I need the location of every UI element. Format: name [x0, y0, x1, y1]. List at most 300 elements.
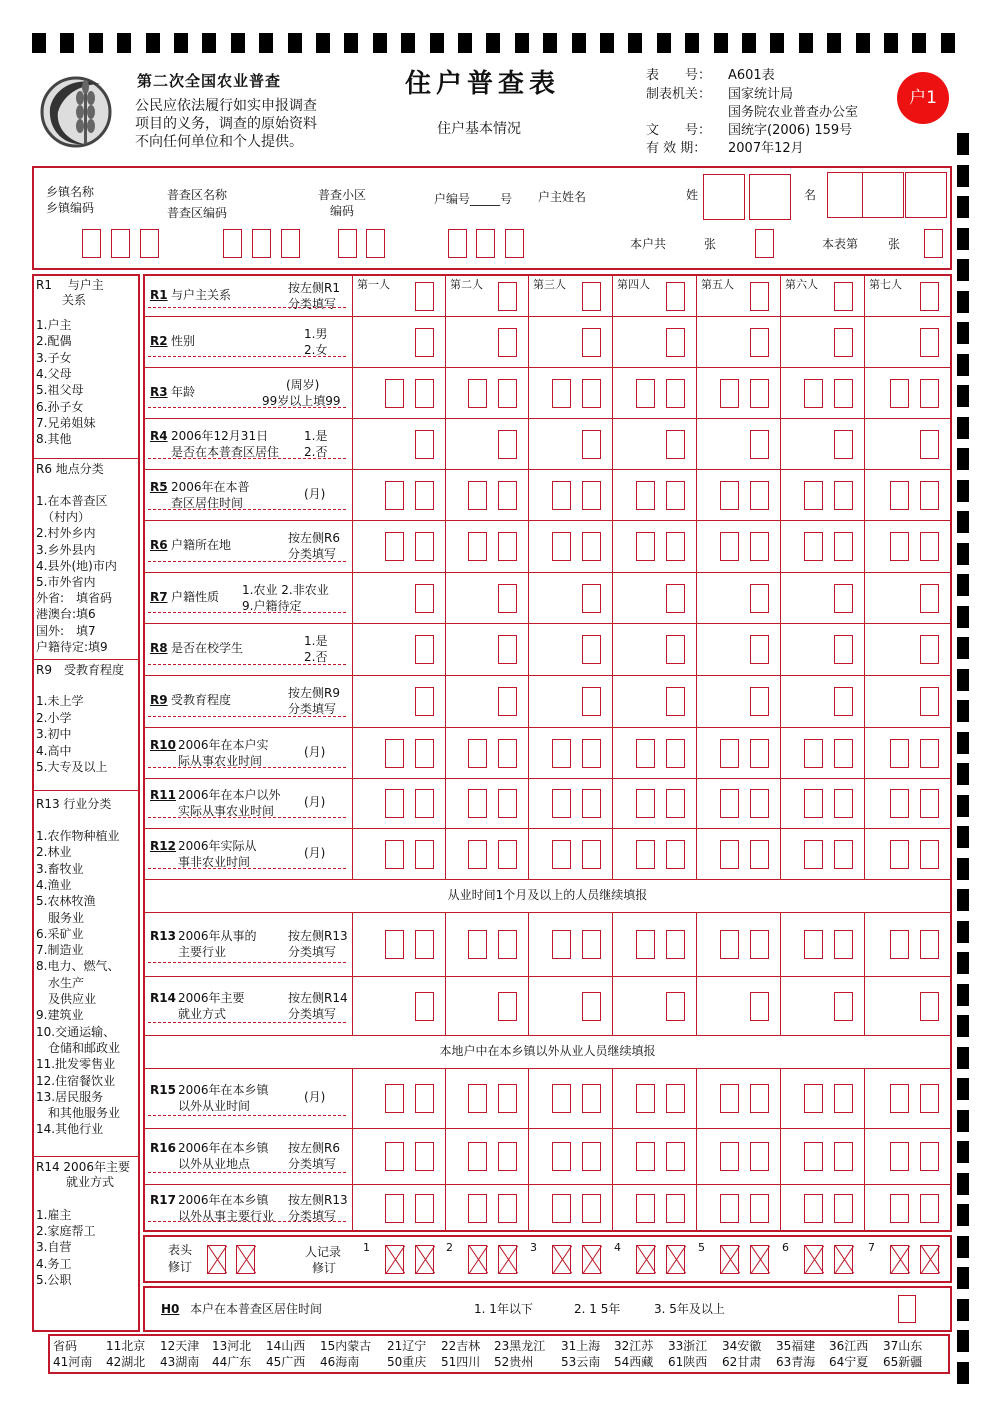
entry-box[interactable] [834, 687, 853, 716]
code-entry-box[interactable] [366, 229, 385, 258]
record-revision-box[interactable] [636, 1245, 655, 1274]
row-label: 以外从业时间 [178, 1099, 251, 1113]
entry-box[interactable] [920, 840, 939, 869]
entry-box[interactable] [666, 379, 685, 408]
entry-box[interactable] [834, 930, 853, 959]
entry-box[interactable] [552, 789, 571, 818]
entry-box[interactable] [834, 430, 853, 459]
entry-box[interactable] [468, 481, 487, 510]
entry-box[interactable] [920, 992, 939, 1021]
entry-box[interactable] [720, 481, 739, 510]
entry-box[interactable] [415, 1194, 434, 1223]
entry-box[interactable] [385, 739, 404, 768]
surname-entry-box[interactable] [749, 174, 791, 220]
entry-box[interactable] [468, 379, 487, 408]
entry-box[interactable] [415, 930, 434, 959]
code-entry-box[interactable] [223, 229, 242, 258]
entry-box[interactable] [920, 1194, 939, 1223]
entry-box[interactable] [415, 1084, 434, 1113]
current-sheet-box[interactable] [924, 229, 943, 258]
entry-box[interactable] [498, 481, 517, 510]
province-code: 31上海 [561, 1339, 601, 1353]
entry-box[interactable] [636, 481, 655, 510]
row-guide-line [148, 1115, 346, 1116]
person-header: 第三人 [533, 278, 566, 291]
code-entry-box[interactable] [140, 229, 159, 258]
entry-box[interactable] [582, 282, 601, 311]
entry-box[interactable] [666, 282, 685, 311]
province-code: 33浙江 [668, 1339, 708, 1353]
entry-box[interactable] [385, 840, 404, 869]
entry-box[interactable] [582, 739, 601, 768]
code-entry-box[interactable] [338, 229, 357, 258]
entry-box[interactable] [582, 930, 601, 959]
row-divider [144, 520, 951, 521]
entry-box[interactable] [750, 789, 769, 818]
entry-box[interactable] [666, 635, 685, 664]
province-code: 45广西 [266, 1355, 306, 1369]
timing-mark [957, 574, 969, 596]
entry-box[interactable] [582, 635, 601, 664]
entry-box[interactable] [498, 328, 517, 357]
entry-box[interactable] [720, 739, 739, 768]
entry-box[interactable] [720, 379, 739, 408]
legend-divider [33, 458, 139, 459]
entry-box[interactable] [920, 584, 939, 613]
entry-box[interactable] [890, 789, 909, 818]
entry-box[interactable] [804, 1194, 823, 1223]
entry-box[interactable] [920, 739, 939, 768]
entry-box[interactable] [415, 481, 434, 510]
entry-box[interactable] [920, 930, 939, 959]
revision-person-number: 6 [782, 1241, 789, 1254]
timing-mark [912, 33, 926, 53]
entry-box[interactable] [750, 328, 769, 357]
head-name-label: 户主姓名 [538, 190, 587, 204]
entry-box[interactable] [415, 687, 434, 716]
row-label: 2006年实际从 [178, 838, 257, 853]
code-entry-box[interactable] [252, 229, 271, 258]
entry-box[interactable] [498, 1084, 517, 1113]
entry-box[interactable] [720, 930, 739, 959]
entry-box[interactable] [415, 328, 434, 357]
entry-box[interactable] [720, 1084, 739, 1113]
entry-box[interactable] [750, 1084, 769, 1113]
header-revision-box[interactable] [207, 1245, 226, 1274]
province-code: 62甘肃 [722, 1355, 762, 1369]
record-revision-box[interactable] [750, 1245, 769, 1274]
entry-box[interactable] [636, 379, 655, 408]
entry-box[interactable] [666, 789, 685, 818]
entry-box[interactable] [834, 840, 853, 869]
legend-r14-item: 3.自营 [36, 1240, 72, 1255]
entry-box[interactable] [890, 1142, 909, 1171]
timing-mark [957, 543, 969, 565]
header-revision-box[interactable] [236, 1245, 255, 1274]
given-name-entry-box[interactable] [862, 172, 904, 218]
entry-box[interactable] [415, 635, 434, 664]
entry-box[interactable] [834, 379, 853, 408]
entry-box[interactable] [834, 328, 853, 357]
entry-box[interactable] [666, 687, 685, 716]
legend-r13-item: 和其他服务业 [36, 1106, 121, 1121]
column-divider [352, 275, 353, 879]
entry-box[interactable] [385, 930, 404, 959]
entry-box[interactable] [666, 1142, 685, 1171]
entry-box[interactable] [468, 739, 487, 768]
row-code-r9: R9 [150, 693, 168, 707]
legend-r1-item: 6.孙子女 [36, 399, 84, 414]
entry-box[interactable] [834, 739, 853, 768]
entry-box[interactable] [636, 739, 655, 768]
record-revision-box[interactable] [720, 1245, 739, 1274]
entry-box[interactable] [666, 328, 685, 357]
entry-box[interactable] [498, 840, 517, 869]
surname-label: 姓 [686, 188, 699, 202]
entry-box[interactable] [890, 840, 909, 869]
entry-box[interactable] [498, 992, 517, 1021]
entry-box[interactable] [666, 1084, 685, 1113]
column-divider [864, 275, 865, 879]
entry-box[interactable] [834, 481, 853, 510]
record-revision-box[interactable] [552, 1245, 571, 1274]
entry-box[interactable] [498, 687, 517, 716]
record-revision-box[interactable] [666, 1245, 685, 1274]
entry-box[interactable] [720, 840, 739, 869]
entry-box[interactable] [920, 532, 939, 561]
entry-box[interactable] [920, 1084, 939, 1113]
entry-box[interactable] [750, 840, 769, 869]
entry-box[interactable] [468, 789, 487, 818]
entry-box[interactable] [415, 1142, 434, 1171]
entry-box[interactable] [804, 532, 823, 561]
row-divider [144, 675, 951, 676]
h0-option-3: 3. 5年及以上 [654, 1302, 725, 1316]
row-code-r4: R4 [150, 428, 168, 443]
row-label: 2006年在本乡镇 [178, 1193, 269, 1207]
entry-box[interactable] [750, 687, 769, 716]
timing-mark [957, 385, 969, 407]
record-revision-box[interactable] [582, 1245, 601, 1274]
code-entry-box[interactable] [505, 229, 524, 258]
entry-box[interactable] [720, 532, 739, 561]
entry-box[interactable] [750, 481, 769, 510]
province-code: 63青海 [776, 1355, 816, 1369]
meta-label-form-no: 表 号： [646, 68, 712, 83]
entry-box[interactable] [498, 584, 517, 613]
entry-box[interactable] [498, 789, 517, 818]
entry-box[interactable] [920, 687, 939, 716]
entry-box[interactable] [834, 1194, 853, 1223]
entry-box[interactable] [750, 1194, 769, 1223]
record-revision-box[interactable] [804, 1245, 823, 1274]
surname-entry-box[interactable] [703, 174, 745, 220]
entry-box[interactable] [552, 930, 571, 959]
entry-box[interactable] [890, 930, 909, 959]
entry-box[interactable] [920, 430, 939, 459]
entry-box[interactable] [385, 789, 404, 818]
entry-box[interactable] [804, 481, 823, 510]
entry-box[interactable] [415, 789, 434, 818]
entry-box[interactable] [468, 840, 487, 869]
entry-box[interactable] [890, 1194, 909, 1223]
entry-box[interactable] [804, 789, 823, 818]
entry-box[interactable] [498, 430, 517, 459]
row-code-r10: R10 [150, 737, 176, 752]
entry-box[interactable] [468, 930, 487, 959]
legend-r6-item: 4.县外(地)市内 [36, 558, 117, 573]
given-name-entry-box[interactable] [905, 172, 947, 218]
legend-r1-item: 7.兄弟姐妹 [36, 415, 96, 430]
entry-box[interactable] [582, 584, 601, 613]
entry-box[interactable] [582, 328, 601, 357]
entry-box[interactable] [834, 282, 853, 311]
entry-box[interactable] [666, 481, 685, 510]
entry-box[interactable] [552, 532, 571, 561]
entry-box[interactable] [750, 635, 769, 664]
column-divider [528, 912, 529, 1035]
entry-box[interactable] [415, 282, 434, 311]
legend-r13-item: 7.制造业 [36, 943, 84, 958]
entry-box[interactable] [498, 282, 517, 311]
entry-box[interactable] [750, 282, 769, 311]
legend-r1-title: 关系 [62, 293, 87, 307]
entry-box[interactable] [804, 1142, 823, 1171]
entry-box[interactable] [834, 532, 853, 561]
entry-box[interactable] [498, 532, 517, 561]
entry-box[interactable] [498, 1142, 517, 1171]
entry-box[interactable] [552, 739, 571, 768]
entry-box[interactable] [468, 532, 487, 561]
row-label: 2006年在本普 [171, 479, 250, 494]
entry-box[interactable] [468, 1194, 487, 1223]
entry-box[interactable] [666, 739, 685, 768]
record-revision-box[interactable] [920, 1245, 939, 1274]
province-code: 41河南 [53, 1355, 93, 1369]
entry-box[interactable] [920, 328, 939, 357]
row-label: 年龄 [171, 384, 196, 399]
h0-label: 本户在本普查区居住时间 [190, 1302, 323, 1316]
entry-box[interactable] [636, 840, 655, 869]
entry-box[interactable] [582, 687, 601, 716]
entry-box[interactable] [552, 1194, 571, 1223]
entry-box[interactable] [890, 379, 909, 408]
entry-box[interactable] [385, 481, 404, 510]
census-logo [40, 70, 118, 156]
entry-box[interactable] [582, 1142, 601, 1171]
entry-box[interactable] [750, 930, 769, 959]
province-code: 61陕西 [668, 1355, 708, 1369]
code-entry-box[interactable] [111, 229, 130, 258]
h0-code: H0 [161, 1302, 180, 1316]
entry-box[interactable] [666, 584, 685, 613]
row-code-r1: R1 [150, 287, 168, 302]
entry-box[interactable] [582, 430, 601, 459]
entry-box[interactable] [666, 840, 685, 869]
entry-box[interactable] [552, 840, 571, 869]
entry-box[interactable] [920, 379, 939, 408]
timing-mark [957, 1330, 969, 1352]
entry-box[interactable] [804, 1084, 823, 1113]
entry-box[interactable] [498, 1194, 517, 1223]
entry-box[interactable] [804, 739, 823, 768]
entry-box[interactable] [582, 481, 601, 510]
entry-box[interactable] [582, 379, 601, 408]
entry-box[interactable] [890, 739, 909, 768]
code-entry-box[interactable] [448, 229, 467, 258]
province-code: 36江西 [829, 1339, 869, 1353]
entry-box[interactable] [890, 532, 909, 561]
entry-box[interactable] [834, 1084, 853, 1113]
record-revision-box[interactable] [385, 1245, 404, 1274]
legend-r1-item: 2.配偶 [36, 334, 72, 349]
entry-box[interactable] [385, 532, 404, 561]
entry-box[interactable] [582, 532, 601, 561]
entry-box[interactable] [750, 584, 769, 613]
entry-box[interactable] [636, 930, 655, 959]
entry-box[interactable] [666, 992, 685, 1021]
entry-box[interactable] [720, 1142, 739, 1171]
province-code: 21辽宁 [387, 1339, 427, 1353]
entry-box[interactable] [750, 532, 769, 561]
record-revision-box[interactable] [890, 1245, 909, 1274]
record-revision-box[interactable] [834, 1245, 853, 1274]
code-entry-box[interactable] [476, 229, 495, 258]
entry-box[interactable] [920, 635, 939, 664]
entry-box[interactable] [920, 789, 939, 818]
entry-box[interactable] [920, 282, 939, 311]
entry-box[interactable] [636, 532, 655, 561]
legend-r6-item: 3.乡外县内 [36, 542, 96, 557]
record-revision-box[interactable] [415, 1245, 434, 1274]
legend-r6-item: 外省: 填省码 [36, 591, 113, 606]
timing-mark [957, 1204, 969, 1226]
entry-box[interactable] [750, 1142, 769, 1171]
row-label: 2006年从事的 [178, 929, 257, 943]
legend-r13-item: 仓储和邮政业 [36, 1040, 121, 1055]
row-divider [144, 367, 951, 368]
legend-r14-item: 2.家庭帮工 [36, 1224, 96, 1239]
entry-box[interactable] [636, 1142, 655, 1171]
entry-box[interactable] [750, 992, 769, 1021]
row-note: (月) [304, 486, 326, 501]
row-divider [144, 912, 951, 913]
entry-box[interactable] [666, 532, 685, 561]
entry-box[interactable] [415, 379, 434, 408]
entry-box[interactable] [582, 840, 601, 869]
h0-entry-box[interactable] [898, 1295, 916, 1323]
entry-box[interactable] [385, 1142, 404, 1171]
entry-box[interactable] [750, 430, 769, 459]
entry-box[interactable] [415, 584, 434, 613]
column-divider [780, 1068, 781, 1232]
entry-box[interactable] [834, 1142, 853, 1171]
entry-box[interactable] [552, 1084, 571, 1113]
entry-box[interactable] [804, 840, 823, 869]
province-code: 54西藏 [614, 1355, 654, 1369]
entry-box[interactable] [415, 430, 434, 459]
entry-box[interactable] [415, 840, 434, 869]
entry-box[interactable] [720, 789, 739, 818]
notice-line-2: 项目的义务，调查的原始资料 [135, 116, 317, 132]
timing-mark [957, 417, 969, 439]
entry-box[interactable] [804, 379, 823, 408]
entry-box[interactable] [498, 379, 517, 408]
entry-box[interactable] [468, 1084, 487, 1113]
record-revision-box[interactable] [468, 1245, 487, 1274]
entry-box[interactable] [415, 992, 434, 1021]
entry-box[interactable] [636, 789, 655, 818]
row-note: 按左侧R6 [288, 531, 340, 545]
timing-mark [373, 33, 387, 53]
entry-box[interactable] [552, 481, 571, 510]
entry-box[interactable] [890, 481, 909, 510]
legend-r13-item: 9.建筑业 [36, 1008, 84, 1023]
entry-box[interactable] [582, 1084, 601, 1113]
entry-box[interactable] [498, 739, 517, 768]
record-revision-box[interactable] [498, 1245, 517, 1274]
timing-mark [957, 1015, 969, 1037]
entry-box[interactable] [636, 1084, 655, 1113]
entry-box[interactable] [582, 992, 601, 1021]
meta-value-office: 国务院农业普查办公室 [728, 105, 859, 120]
entry-box[interactable] [385, 379, 404, 408]
row-divider [144, 1128, 951, 1129]
timing-mark [89, 33, 103, 53]
entry-box[interactable] [804, 930, 823, 959]
entry-box[interactable] [720, 1194, 739, 1223]
entry-box[interactable] [498, 635, 517, 664]
entry-box[interactable] [468, 1142, 487, 1171]
timing-mark [486, 33, 500, 53]
entry-box[interactable] [582, 1194, 601, 1223]
entry-box[interactable] [415, 532, 434, 561]
entry-box[interactable] [666, 430, 685, 459]
entry-box[interactable] [890, 1084, 909, 1113]
entry-box[interactable] [498, 930, 517, 959]
entry-box[interactable] [920, 1142, 939, 1171]
timing-mark [957, 259, 969, 281]
total-sheets-box[interactable] [755, 229, 774, 258]
code-entry-box[interactable] [82, 229, 101, 258]
code-entry-box[interactable] [281, 229, 300, 258]
row-note: 分类填写 [288, 296, 337, 311]
province-code: 50重庆 [387, 1355, 427, 1369]
entry-box[interactable] [636, 1194, 655, 1223]
timing-mark [515, 33, 529, 53]
entry-box[interactable] [834, 584, 853, 613]
entry-box[interactable] [834, 789, 853, 818]
row-guide-line [148, 962, 346, 963]
timing-mark [174, 33, 188, 53]
row-note: 按左侧R9 [288, 686, 340, 700]
entry-box[interactable] [385, 1194, 404, 1223]
entry-box[interactable] [552, 379, 571, 408]
entry-box[interactable] [750, 379, 769, 408]
entry-box[interactable] [582, 789, 601, 818]
entry-box[interactable] [666, 1194, 685, 1223]
entry-box[interactable] [750, 739, 769, 768]
province-code: 51四川 [441, 1355, 481, 1369]
entry-box[interactable] [920, 481, 939, 510]
entry-box[interactable] [666, 930, 685, 959]
entry-box[interactable] [834, 992, 853, 1021]
entry-box[interactable] [552, 1142, 571, 1171]
province-code: 52贵州 [494, 1355, 534, 1369]
entry-box[interactable] [385, 1084, 404, 1113]
entry-box[interactable] [415, 739, 434, 768]
entry-box[interactable] [834, 635, 853, 664]
